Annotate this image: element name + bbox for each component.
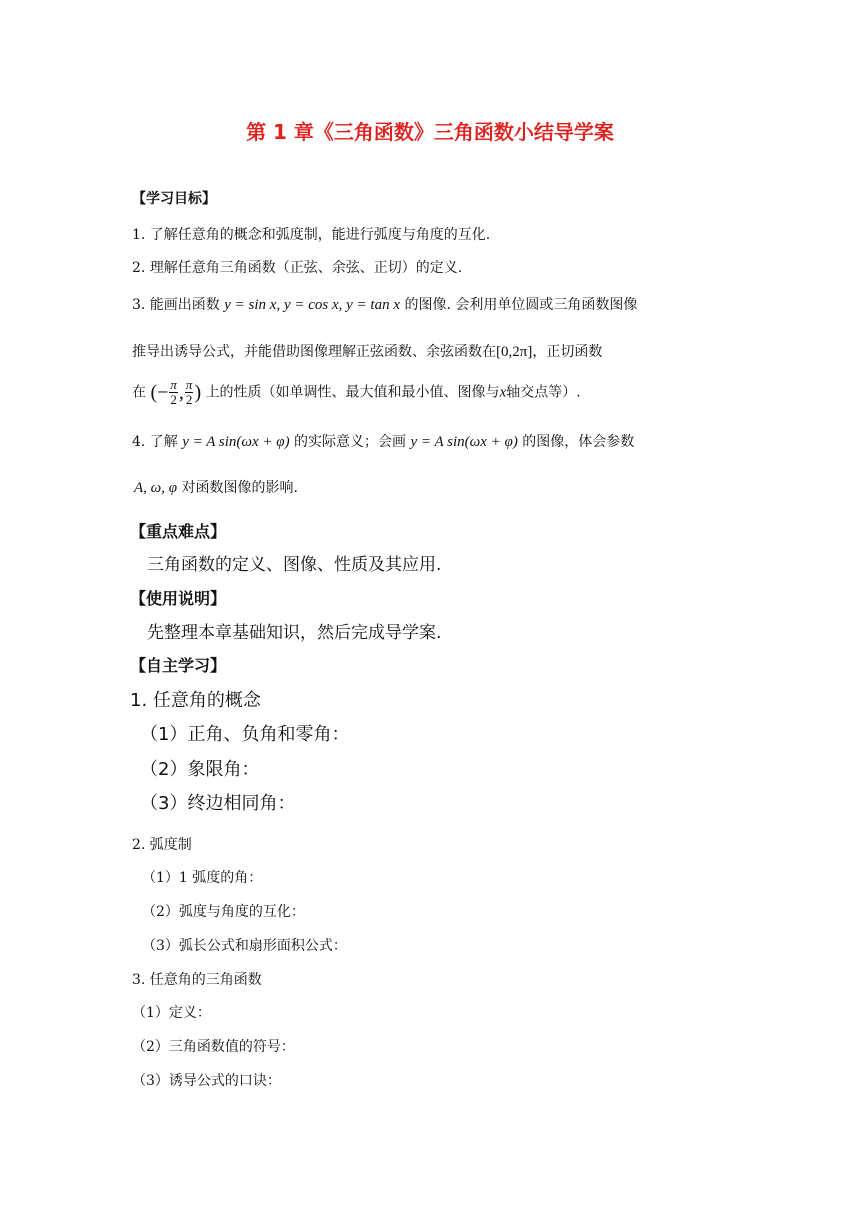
self-study-item-1-sub-1: （1）正角、负角和零角： <box>140 724 350 745</box>
interval-open: (− <box>150 381 169 404</box>
self-study-item-3-sub-1: （1）定义： <box>132 1005 211 1021</box>
self-study-item-1-sub-2: （2）象限角： <box>140 759 260 780</box>
page-title: 第 1 章《三角函数》三角函数小结导学案 <box>246 120 614 144</box>
self-study-item-3-sub-2: （2）三角函数值的符号： <box>132 1039 295 1055</box>
objective-3-line3: 在 (− $\frac{\pi}{2}$ , $\frac{\pi}{2}$ ) 上的性质（如单调性、最大值和最小值、图像与x轴交点等）. <box>132 377 581 407</box>
key-points-text: 三角函数的定义、图像、性质及其应用. <box>147 555 442 575</box>
objective-4-suffix: 的图像，体会参数 <box>522 434 635 450</box>
self-study-item-1-sub-3: （3）终边相同角： <box>140 793 296 814</box>
objective-3-line2-suffix: ，正切函数 <box>532 344 603 360</box>
objective-4-formula-1: y = A sin(ωx + φ) <box>182 434 290 450</box>
objective-4-prefix: 4. 了解 <box>132 434 178 450</box>
objective-1: 1. 了解任意角的概念和弧度制，能进行弧度与角度的互化. <box>132 227 491 243</box>
interval-close: ) <box>194 381 202 404</box>
self-study-item-2: 2. 弧度制 <box>132 837 192 853</box>
objective-4-line2 <box>134 479 298 497</box>
objective-4-formula-2: y = A sin(ωx + φ) <box>410 434 518 450</box>
self-study-item-3: 3. 任意角的三角函数 <box>132 972 262 988</box>
x-variable: x <box>499 384 507 401</box>
objectives-heading: 【学习目标】 <box>132 191 216 207</box>
objective-3-line2-prefix: 推导出诱导公式，并能借助图像理解正弦函数、余弦函数在 <box>132 344 496 360</box>
usage-text: 先整理本章基础知识，然后完成导学案. <box>147 623 442 643</box>
objective-4-mid: 的实际意义；会画 <box>294 434 407 450</box>
objective-3-line3-end: 轴交点等）. <box>506 384 581 401</box>
fraction-neg-pi-2: $\frac{\pi}{2}$ <box>170 377 177 407</box>
objective-3-line3-prefix: 在 <box>132 384 146 401</box>
objective-3-suffix: 的图像. 会利用单位圆或三角函数图像 <box>404 297 638 313</box>
objective-4-line1 <box>132 433 634 451</box>
fraction-pi-2: $\frac{\pi}{2}$ <box>185 377 193 407</box>
interval-0-2pi: [0,2π] <box>496 344 533 360</box>
self-study-item-1: 1. 任意角的概念 <box>130 690 261 711</box>
objective-3-line3-suffix: 上的性质（如单调性、最大值和最小值、图像与 <box>205 384 500 401</box>
usage-heading: 【使用说明】 <box>130 589 227 608</box>
self-study-item-2-sub-1: （1）1 弧度的角： <box>142 870 263 886</box>
objective-2: 2. 理解任意角三角函数（正弦、余弦、正切）的定义. <box>132 260 463 276</box>
self-study-heading: 【自主学习】 <box>130 656 227 675</box>
self-study-item-2-sub-3: （3）弧长公式和扇形面积公式： <box>142 938 347 954</box>
objective-3-line2 <box>132 343 602 361</box>
objective-4-line2-suffix: 对函数图像的影响. <box>181 480 298 496</box>
objective-3-prefix: 3. 能画出函数 <box>132 297 220 313</box>
self-study-item-3-sub-3: （3）诱导公式的口诀： <box>132 1073 281 1089</box>
self-study-item-2-sub-2: （2）弧度与角度的互化： <box>142 904 305 920</box>
objective-4-params: A, ω, φ <box>134 480 178 496</box>
key-points-heading: 【重点难点】 <box>130 522 227 541</box>
objective-3-line1 <box>132 296 637 314</box>
objective-3-functions: y = sin x, y = cos x, y = tan x <box>224 297 400 313</box>
